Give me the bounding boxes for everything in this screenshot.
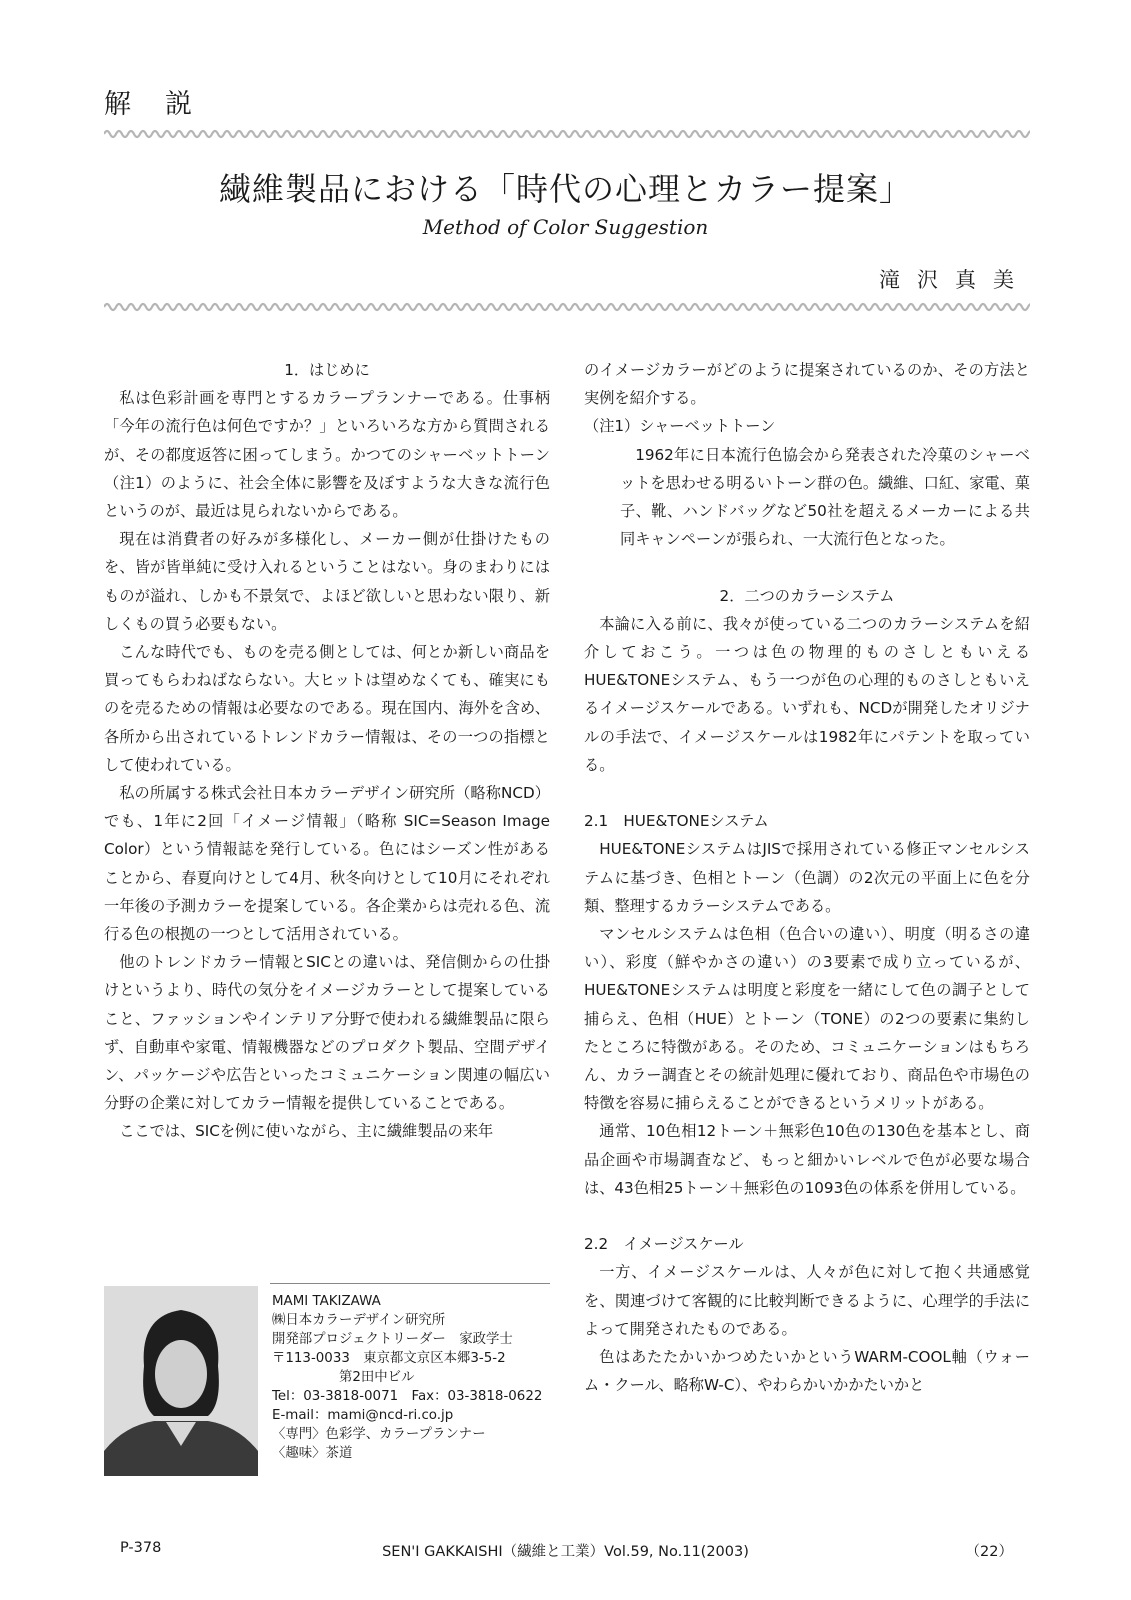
profile-line: ㈱日本カラーデザイン研究所 xyxy=(272,1313,446,1328)
profile-line: 〒113-0033 東京都文京区本郷3-5-2 xyxy=(272,1351,506,1366)
profile-name: MAMI TAKIZAWA xyxy=(272,1294,381,1309)
profile-line: 〈専門〉色彩学、カラープランナー xyxy=(272,1427,486,1442)
subsection-heading: 2.1 HUE&TONEシステム xyxy=(584,812,769,831)
note-body: 1962年に日本流行色協会から発表された冷菓のシャーベットを思わせる明るいトーン群の色。繊維、口紅、家電、菓子、靴、ハンドバッグなど50社を超えるメーカーによる共同キャンペーンが張られ、一大流行色となった。 xyxy=(620,445,1030,549)
body-paragraph: こんな時代でも、ものを売る側としては、何とか新しい商品を買ってもらわねばならない。大ヒットは望めなくても、確実にものを売るための情報は必要なのである。現在国内、海外を含め、各所から出されているトレンドカラー情報は、その一つの指標として使われている。 xyxy=(104,643,550,774)
subsection-heading: 2.2 イメージスケール xyxy=(584,1235,744,1254)
profile-line: Tel：03-3818-0071 Fax：03-3818-0622 xyxy=(272,1389,543,1404)
profile-divider xyxy=(270,1283,550,1284)
profile-line: 開発部プロジェクトリーダー 家政学士 xyxy=(272,1332,513,1347)
body-paragraph: 私の所属する株式会社日本カラーデザイン研究所（略称NCD）でも、1年に2回「イメージ情報」（略称 SIC=Season Image Color）という情報誌を発行している。色にはシーズン性があることから、春夏向けとして4月、秋冬向けとして10月にそれぞれ一年後の予測カラーを提案している。各企業からは売れる色、流行る色の根拠の一つとして活用されている。 xyxy=(104,784,550,944)
body-paragraph: 一方、イメージスケールは、人々が色に対して抱く共通感覚を、関連づけて客観的に比較判断できるように、心理学的手法によって開発されたものである。 xyxy=(584,1263,1030,1338)
spacer xyxy=(584,1202,1030,1230)
profile-line: 第2田中ビル xyxy=(272,1370,415,1385)
body-paragraph: 他のトレンドカラー情報とSICとの違いは、発信側からの仕掛けというより、時代の気分をイメージカラーとして提案していること、ファッションやインテリア分野で使われる繊維製品に限らず、自動車や家電、情報機器などのプロダクト製品、空間デザイン、パッケージや広告といったコミュニケーション関連の幅広い分野の企業に対してカラー情報を提供していることである。 xyxy=(104,953,550,1113)
spacer xyxy=(584,553,1030,581)
body-paragraph: 色はあたたかいかつめたいかというWARM-COOL軸（ウォーム・クール、略称W-C）、やわらかいかかたいかと xyxy=(584,1348,1030,1395)
profile-line: 〈趣味〉茶道 xyxy=(272,1446,353,1461)
body-paragraph: 通常、10色相12トーン＋無彩色10色の130色を基本とし、商品企画や市場調査など、もっと細かいレベルで色が必要な場合は、43色相25トーン＋無彩色の1093色の体系を併用している。 xyxy=(584,1122,1030,1197)
section-label: 解説 xyxy=(104,89,226,120)
footer-page-number: P-378 xyxy=(120,1540,162,1556)
body-paragraph: 現在は消費者の好みが多様化し、メーカー側が仕掛けたものを、皆が皆単純に受け入れるということはない。身のまわりにはものが溢れ、しかも不景気で、よほど欲しいと思わない限り、新しくもの買う必要もない。 xyxy=(104,530,550,633)
wave-divider-top xyxy=(104,128,1030,140)
author-photo xyxy=(104,1286,258,1476)
body-paragraph: ここでは、SICを例に使いながら、主に繊維製品の来年 xyxy=(119,1122,494,1141)
left-column xyxy=(104,356,550,1146)
footer-journal: SEN'I GAKKAISHI（繊維と工業）Vol.59, No.11(2003) xyxy=(382,1544,749,1560)
body-paragraph: のイメージカラーがどのように提案されているのか、その方法と実例を紹介する。 xyxy=(584,361,1030,408)
profile-line: E-mail：mami@ncd-ri.co.jp xyxy=(272,1408,454,1423)
article-subtitle: Method of Color Suggestion xyxy=(422,215,709,239)
note-heading: （注1）シャーベットトーン xyxy=(584,417,776,436)
section-heading: 1．はじめに xyxy=(284,361,370,379)
body-paragraph: 本論に入る前に、我々が使っている二つのカラーシステムを紹介しておこう。一つは色の物理的ものさしともいえるHUE&TONEシステム、もう一つが色の心理的ものさしともいえるイメージスケールである。いずれも、NCDが開発したオリジナルの手法で、イメージスケールは1982年にパテントを取っている。 xyxy=(584,614,1030,774)
right-column xyxy=(584,356,1030,1399)
author-name: 滝沢真美 xyxy=(879,268,1031,292)
body-paragraph: 私は色彩計画を専門とするカラープランナーである。仕事柄「今年の流行色は何色ですか？」といろいろな方から質問されるが、その都度返答に困ってしまう。かつてのシャーベットトーン（注1）のように、社会全体に影響を及ぼすような大きな流行色というのが、最近は見られないからである。 xyxy=(104,389,551,521)
body-paragraph: HUE&TONEシステムはJISで採用されている修正マンセルシステムに基づき、色相とトーン（色調）の2次元の平面上に色を分類、整理するカラーシステムである。 xyxy=(584,840,1030,915)
article-title: 繊維製品における「時代の心理とカラー提案」 xyxy=(218,170,912,208)
author-profile xyxy=(272,1292,562,1463)
footer-issue-number: （22） xyxy=(965,1544,1013,1560)
section-heading: 2．二つのカラーシステム xyxy=(719,586,895,605)
body-paragraph: マンセルシステムは色相（色合いの違い）、明度（明るさの違い）、彩度（鮮やかさの違い）の3要素で成り立っているが、HUE&TONEシステムは明度と彩度を一緒にして色の調子として捕らえ、色相（HUE）とトーン（TONE）の2つの要素に集約したところに特徴がある。そのため、コミュニケーションはもちろん、カラー調査とその統計処理に優れており、商品色や市場色の特徴を容易に捕らえることができるというメリットがある。 xyxy=(584,925,1030,1113)
wave-divider-bottom xyxy=(104,301,1030,313)
spacer xyxy=(584,779,1030,807)
